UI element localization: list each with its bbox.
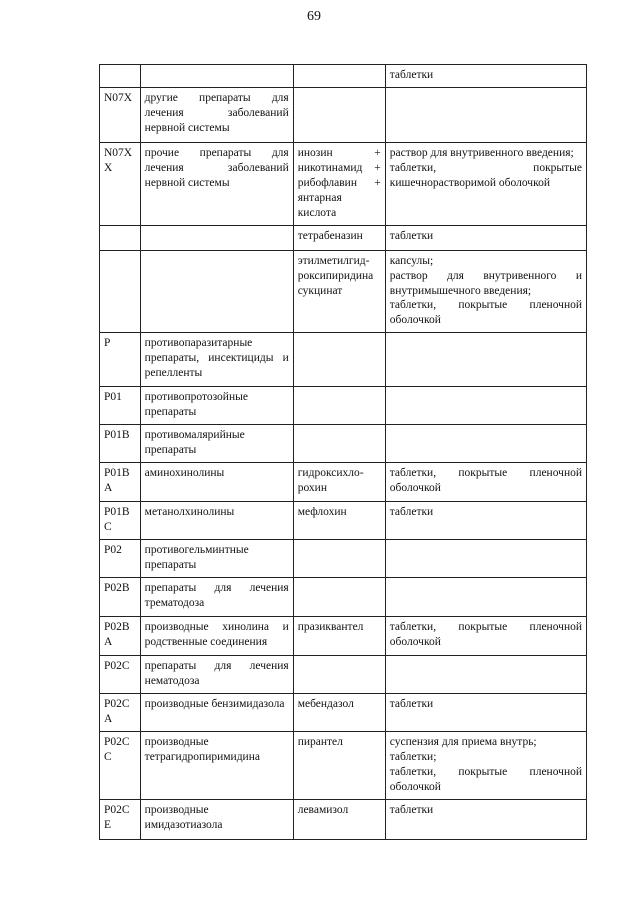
drug-name-text: мефлохин [297, 506, 347, 519]
drug-name-cell [293, 87, 385, 142]
drug-name-cell [293, 250, 385, 333]
drug-name-text: инозин [297, 146, 333, 159]
drug-name-cell [293, 225, 385, 250]
drug-name-text: пирантел [297, 735, 343, 748]
table-row [100, 463, 587, 502]
page-number: 69 [307, 9, 321, 24]
table-row [100, 387, 587, 425]
table-row [100, 578, 587, 617]
table-row [100, 225, 587, 250]
drug-name [298, 620, 381, 635]
dosage-form: суспензия для приема внутрь; [389, 735, 537, 748]
atc-code-cell [100, 225, 141, 250]
anatomical-group-cell: производные имидазотиазола [140, 799, 293, 839]
drug-name [298, 505, 381, 520]
drug-name [298, 176, 381, 191]
drug-name [298, 254, 381, 299]
anatomical-group-cell: противопаразитарные препараты, инсектициды и репелленты [140, 333, 293, 387]
drug-name-cell [293, 578, 385, 617]
dosage-form-cell [385, 731, 586, 799]
dosage-form: таблетки [389, 506, 434, 519]
drug-name-cell [293, 656, 385, 694]
dosage-form: таблетки, покрытые кишечнорастворимой оболочкой [389, 161, 582, 189]
atc-code-cell: N07X [100, 87, 141, 142]
dosage-form: таблетки [389, 697, 434, 710]
dosage-form: раствор для внутривенного и внутримышечного введения; [389, 269, 582, 297]
table-row [100, 142, 587, 225]
anatomical-group-cell: прочие препараты для лечения заболеваний нервной системы [140, 142, 293, 225]
table-row [100, 799, 587, 839]
dosage-form: таблетки, покрытые пленочной оболочкой [389, 467, 582, 495]
table-row [100, 333, 587, 387]
anatomical-group-cell [140, 65, 293, 88]
drug-name-cell [293, 333, 385, 387]
anatomical-group-cell: препараты для лечения трематодоза [140, 578, 293, 617]
drug-name-text: празиквантел [297, 621, 364, 634]
anatomical-group-cell: производные тетрагидропиримидина [140, 731, 293, 799]
anatomical-group-cell [140, 225, 293, 250]
dosage-form-cell [385, 225, 586, 250]
drug-name [298, 735, 381, 750]
dosage-form-cell [385, 250, 586, 333]
atc-code-cell: P02CC [100, 731, 141, 799]
drug-name-text: гидроксихло-рохин [297, 467, 364, 495]
drug-name-text: янтарная кислота [297, 191, 342, 219]
drug-classification-table [99, 64, 587, 840]
dosage-form-cell [385, 87, 586, 142]
atc-code-cell: P02CA [100, 693, 141, 731]
atc-code-cell: N07XX [100, 142, 141, 225]
combination-plus: + [374, 146, 381, 159]
dosage-form: таблетки, покрытые пленочной оболочкой [389, 299, 582, 327]
anatomical-group-cell: противомалярийные препараты [140, 425, 293, 463]
drug-name-text: этилметилгид-роксипиридина сукцинат [297, 254, 374, 297]
dosage-form-cell [385, 142, 586, 225]
drug-name [298, 161, 381, 176]
dosage-form: таблетки [389, 229, 434, 242]
drug-name-cell [293, 540, 385, 578]
drug-name [298, 146, 381, 161]
drug-name-cell [293, 142, 385, 225]
atc-code-cell: P01BC [100, 502, 141, 540]
atc-code-cell: P02B [100, 578, 141, 617]
atc-code-cell [100, 250, 141, 333]
atc-code-cell: P02C [100, 656, 141, 694]
dosage-form: раствор для внутривенного введения; [389, 146, 574, 159]
dosage-form-cell [385, 463, 586, 502]
atc-code-cell: P01 [100, 387, 141, 425]
drug-name-cell [293, 799, 385, 839]
dosage-form: капсулы; [389, 254, 434, 267]
drug-name [298, 466, 381, 496]
anatomical-group-cell: производные бензимидазола [140, 693, 293, 731]
atc-code-cell: P02CE [100, 799, 141, 839]
drug-name-cell [293, 387, 385, 425]
dosage-form: таблетки [389, 69, 434, 81]
atc-code-cell: P01B [100, 425, 141, 463]
table-row [100, 693, 587, 731]
table-row [100, 502, 587, 540]
anatomical-group-cell: метанолхинолины [140, 502, 293, 540]
drug-name-cell [293, 425, 385, 463]
table-row [100, 425, 587, 463]
anatomical-group-cell: противогельминтные препараты [140, 540, 293, 578]
dosage-form-cell [385, 656, 586, 694]
anatomical-group-cell: препараты для лечения нематодоза [140, 656, 293, 694]
drug-name-cell [293, 617, 385, 656]
combination-plus: + [374, 176, 381, 189]
drug-name-text: рибофлавин [297, 176, 357, 189]
table-row [100, 250, 587, 333]
dosage-form-cell [385, 65, 586, 88]
anatomical-group-cell: противопротозойные препараты [140, 387, 293, 425]
dosage-form: таблетки, покрытые пленочной оболочкой [389, 621, 582, 648]
dosage-form: таблетки, покрытые пленочной оболочкой [389, 765, 582, 793]
dosage-form-cell [385, 799, 586, 839]
atc-code-cell: P [100, 333, 141, 387]
anatomical-group-cell: другие препараты для лечения заболеваний нервной системы [140, 87, 293, 142]
drug-name-cell [293, 693, 385, 731]
drug-name [298, 803, 381, 818]
drug-name-cell [293, 65, 385, 88]
anatomical-group-cell: производные хинолина и родственные соединения [140, 617, 293, 656]
dosage-form-cell [385, 333, 586, 387]
table-row [100, 540, 587, 578]
table-row [100, 87, 587, 142]
table-row [100, 731, 587, 799]
drug-name-cell [293, 731, 385, 799]
dosage-form-cell [385, 502, 586, 540]
table-row [100, 656, 587, 694]
drug-name-text: тетрабеназин [297, 229, 363, 242]
drug-name-text: никотинамид [297, 161, 363, 174]
table-body [100, 65, 587, 840]
dosage-form-cell [385, 617, 586, 656]
drug-name-text: мебендазол [297, 697, 354, 710]
dosage-form: таблетки [389, 803, 434, 816]
dosage-form-cell [385, 387, 586, 425]
drug-name-text: левамизол [297, 803, 349, 816]
drug-name-cell [293, 502, 385, 540]
combination-plus: + [374, 161, 381, 174]
table-row [100, 617, 587, 656]
atc-code-cell: P02BA [100, 617, 141, 656]
dosage-form: таблетки; [389, 750, 437, 763]
drug-name-cell [293, 463, 385, 502]
anatomical-group-cell [140, 250, 293, 333]
drug-name [298, 697, 381, 712]
dosage-form-cell [385, 693, 586, 731]
atc-code-cell [100, 65, 141, 88]
atc-code-cell: P01BA [100, 463, 141, 502]
drug-name [298, 229, 381, 244]
anatomical-group-cell: аминохинолины [140, 463, 293, 502]
dosage-form-cell [385, 425, 586, 463]
dosage-form-cell [385, 578, 586, 617]
atc-code-cell: P02 [100, 540, 141, 578]
table-row [100, 65, 587, 88]
drug-name [298, 191, 381, 221]
dosage-form-cell [385, 540, 586, 578]
